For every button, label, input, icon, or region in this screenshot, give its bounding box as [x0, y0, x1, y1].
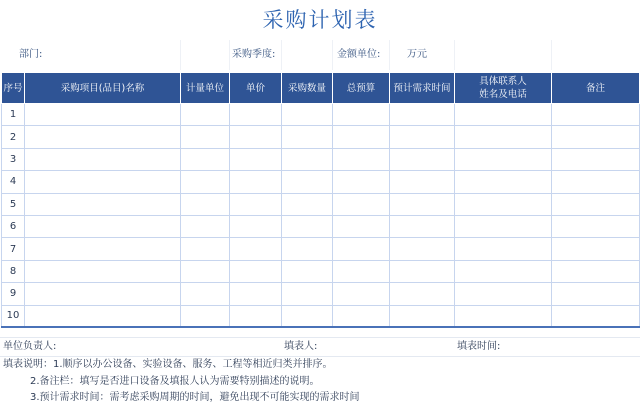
header-cell: 序号 [2, 73, 25, 104]
filler-label: 填表人: [284, 341, 318, 352]
table-cell[interactable] [333, 238, 390, 260]
grid-line [454, 40, 455, 70]
table-cell[interactable] [25, 305, 181, 327]
table-cell[interactable] [25, 104, 181, 126]
table-cell[interactable] [552, 238, 640, 260]
table-cell[interactable] [282, 238, 333, 260]
row-number: 10 [2, 305, 25, 327]
table-cell[interactable] [455, 215, 552, 237]
table-cell[interactable] [230, 171, 282, 193]
row-number: 2 [2, 126, 25, 148]
table-cell[interactable] [333, 171, 390, 193]
amount-unit-value: 万元 [407, 49, 427, 60]
table-cell[interactable] [552, 305, 640, 327]
table-cell[interactable] [25, 215, 181, 237]
department-label: 部门: [19, 49, 43, 60]
table-cell[interactable] [390, 215, 455, 237]
table-cell[interactable] [455, 260, 552, 282]
table-row [2, 148, 640, 170]
header-cell: 总预算 [333, 73, 390, 104]
notes-block [3, 357, 360, 407]
table-cell[interactable] [390, 238, 455, 260]
table-cell[interactable] [25, 171, 181, 193]
row-number: 7 [2, 238, 25, 260]
header-cell: 单价 [230, 73, 282, 104]
table-cell[interactable] [282, 305, 333, 327]
table-cell[interactable] [230, 305, 282, 327]
responsible-label: 单位负责人: [3, 341, 57, 352]
table-cell[interactable] [181, 148, 230, 170]
table-cell[interactable] [282, 215, 333, 237]
table-cell[interactable] [552, 126, 640, 148]
table-cell[interactable] [25, 260, 181, 282]
table-cell[interactable] [390, 305, 455, 327]
grid-line [389, 40, 390, 70]
header-cell: 具体联系人 姓名及电话 [455, 73, 552, 104]
grid-line [551, 40, 552, 70]
table-row [2, 193, 640, 215]
grid-line [281, 40, 282, 70]
table-row [2, 260, 640, 282]
row-number: 9 [2, 283, 25, 305]
table-row [2, 215, 640, 237]
table-cell[interactable] [230, 238, 282, 260]
table-cell[interactable] [552, 260, 640, 282]
table-cell[interactable] [552, 215, 640, 237]
table-cell[interactable] [455, 238, 552, 260]
page-title: 采购计划表 [262, 8, 378, 32]
table-cell[interactable] [552, 104, 640, 126]
table-cell[interactable] [455, 126, 552, 148]
table-row [2, 238, 640, 260]
table-cell[interactable] [333, 283, 390, 305]
table-cell[interactable] [455, 305, 552, 327]
grid-line [180, 40, 181, 70]
table-cell[interactable] [333, 148, 390, 170]
table-cell[interactable] [181, 215, 230, 237]
season-label: 采购季度: [232, 49, 276, 60]
table-cell[interactable] [181, 126, 230, 148]
table-cell[interactable] [282, 148, 333, 170]
table-row [2, 171, 640, 193]
grid-line [229, 40, 230, 70]
table-cell[interactable] [390, 171, 455, 193]
table-cell[interactable] [333, 126, 390, 148]
table-row [2, 283, 640, 305]
table-cell[interactable] [552, 171, 640, 193]
table-cell[interactable] [552, 283, 640, 305]
row-number: 1 [2, 104, 25, 126]
table-cell[interactable] [181, 260, 230, 282]
table-cell[interactable] [390, 126, 455, 148]
table-cell[interactable] [282, 171, 333, 193]
table-cell[interactable] [552, 148, 640, 170]
table-cell[interactable] [230, 283, 282, 305]
table-cell[interactable] [455, 148, 552, 170]
table-cell[interactable] [181, 171, 230, 193]
table-cell[interactable] [181, 283, 230, 305]
table-cell[interactable] [333, 104, 390, 126]
table-cell[interactable] [25, 238, 181, 260]
table-cell[interactable] [282, 283, 333, 305]
table-cell[interactable] [390, 148, 455, 170]
divider [0, 337, 640, 338]
table-cell[interactable] [390, 283, 455, 305]
table-cell[interactable] [333, 215, 390, 237]
table-cell[interactable] [230, 148, 282, 170]
table-cell[interactable] [230, 104, 282, 126]
table-cell[interactable] [282, 193, 333, 215]
note-line: 填表说明：1.顺序以办公设备、实验设备、服务、工程等相近归类并排序。 [3, 359, 333, 370]
row-number: 3 [2, 148, 25, 170]
amount-unit-label: 金额单位: [337, 49, 381, 60]
header-cell: 采购数量 [282, 73, 333, 104]
table-cell[interactable] [333, 305, 390, 327]
table-cell[interactable] [25, 283, 181, 305]
row-number: 4 [2, 171, 25, 193]
note-line: 3.预计需求时间：需考虑采购周期的时间，避免出现不可能实现的需求时间 [30, 392, 360, 403]
table-cell[interactable] [25, 148, 181, 170]
row-number: 6 [2, 215, 25, 237]
note-line: 2.备注栏：填写是否进口设备及填报人认为需要特别描述的说明。 [30, 375, 320, 387]
table-cell[interactable] [25, 126, 181, 148]
table-cell[interactable] [282, 126, 333, 148]
table-cell[interactable] [181, 104, 230, 126]
grid-line [332, 40, 333, 70]
table-cell[interactable] [455, 283, 552, 305]
table-row [2, 305, 640, 327]
header-cell: 预计需求时间 [390, 73, 455, 104]
table-cell[interactable] [181, 238, 230, 260]
table-cell[interactable] [230, 260, 282, 282]
table-cell[interactable] [390, 260, 455, 282]
table-row [2, 104, 640, 126]
table-cell[interactable] [25, 193, 181, 215]
table-cell[interactable] [390, 104, 455, 126]
table-cell[interactable] [333, 260, 390, 282]
table-cell[interactable] [455, 171, 552, 193]
header-cell: 采购项目(品目)名称 [25, 73, 181, 104]
header-grid-background [0, 40, 640, 70]
table-cell[interactable] [455, 104, 552, 126]
table-cell[interactable] [230, 126, 282, 148]
header-cell: 备注 [552, 73, 640, 104]
procurement-table [1, 72, 640, 328]
table-cell[interactable] [552, 193, 640, 215]
table-cell[interactable] [333, 193, 390, 215]
table-cell[interactable] [455, 193, 552, 215]
table-cell[interactable] [230, 215, 282, 237]
row-number: 5 [2, 193, 25, 215]
header-cell: 计量单位 [181, 73, 230, 104]
table-cell[interactable] [181, 305, 230, 327]
table-header-row [2, 73, 640, 104]
date-label: 填表时间: [457, 341, 501, 352]
table-cell[interactable] [390, 193, 455, 215]
table-cell[interactable] [181, 193, 230, 215]
table-cell[interactable] [230, 193, 282, 215]
row-number: 8 [2, 260, 25, 282]
table-cell[interactable] [282, 260, 333, 282]
table-row [2, 126, 640, 148]
table-cell[interactable] [282, 104, 333, 126]
